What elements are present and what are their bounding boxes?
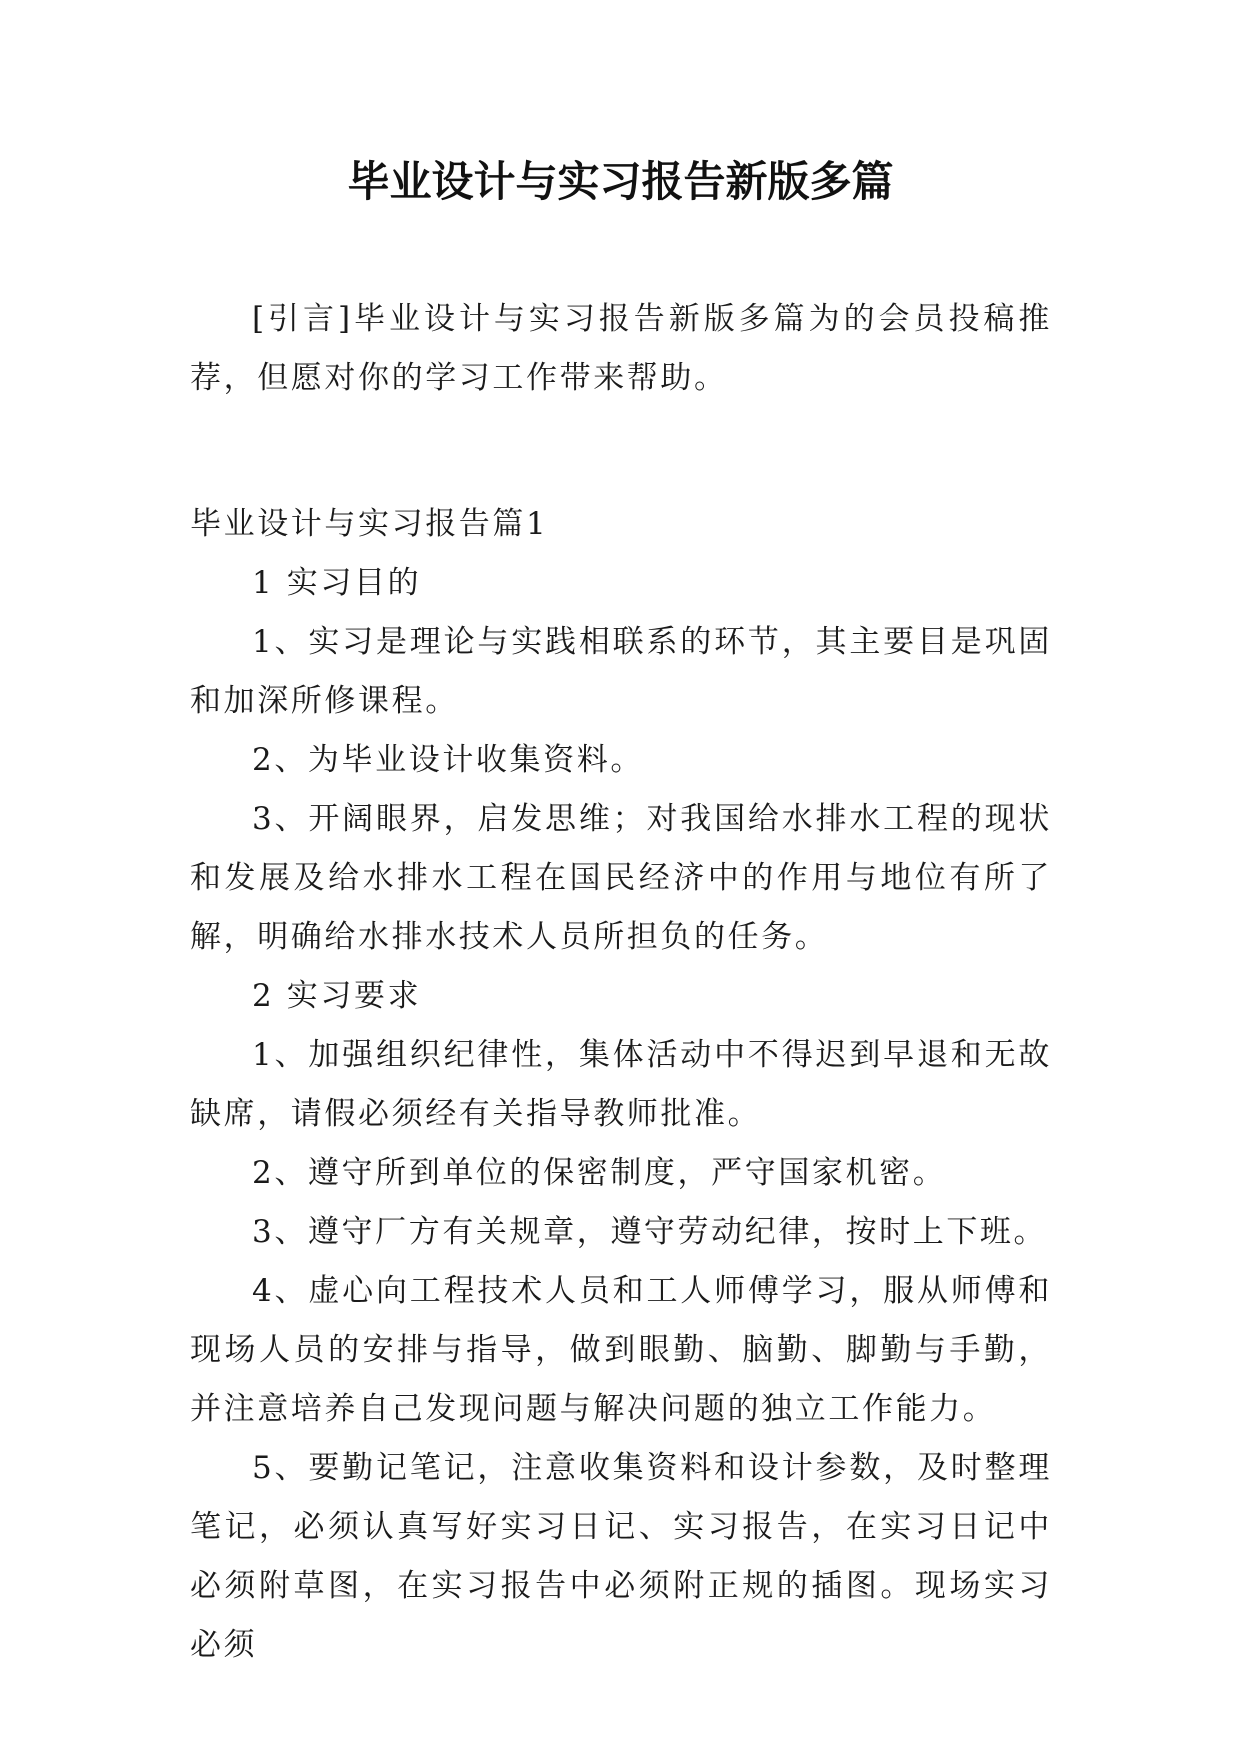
paragraph: 2、为毕业设计收集资料。 xyxy=(252,742,644,778)
paragraph: 5、要勤记笔记，注意收集资料和设计参数，及时整理笔记，必须认真写好实习日记、实习报告，在实习日记中必须附草图，在实习报告中必须附正规的插图。现场实习必须 xyxy=(190,1450,1052,1663)
paragraph: 3、开阔眼界，启发思维；对我国给水排水工程的现状和发展及给水排水工程在国民经济中的作用与地位有所了解，明确给水排水技术人员所担负的任务。 xyxy=(190,801,1052,955)
paragraph: 2、遵守所到单位的保密制度，严守国家机密。 xyxy=(252,1155,947,1191)
document-body xyxy=(190,290,1052,1675)
paragraph: 1、加强组织纪律性，集体活动中不得迟到早退和无故缺席，请假必须经有关指导教师批准。 xyxy=(190,1037,1052,1132)
section-heading: 毕业设计与实习报告篇1 xyxy=(190,506,549,542)
paragraph: 1、实习是理论与实践相联系的环节，其主要目是巩固和加深所修课程。 xyxy=(190,624,1052,719)
paragraph: 3、遵守厂方有关规章，遵守劳动纪律，按时上下班。 xyxy=(252,1214,1048,1250)
section-spacer xyxy=(190,408,1052,495)
intro-paragraph: [引言]毕业设计与实习报告新版多篇为的会员投稿推荐，但愿对你的学习工作带来帮助。 xyxy=(190,301,1052,396)
paragraph-heading-purpose: 1 实习目的 xyxy=(252,565,422,601)
paragraph-heading-requirements: 2 实习要求 xyxy=(252,978,422,1014)
paragraph: 4、虚心向工程技术人员和工人师傅学习，服从师傅和现场人员的安排与指导，做到眼勤、脑勤、脚勤与手勤，并注意培养自己发现问题与解决问题的独立工作能力。 xyxy=(190,1273,1052,1427)
document-title: 毕业设计与实习报告新版多篇 xyxy=(347,157,894,206)
